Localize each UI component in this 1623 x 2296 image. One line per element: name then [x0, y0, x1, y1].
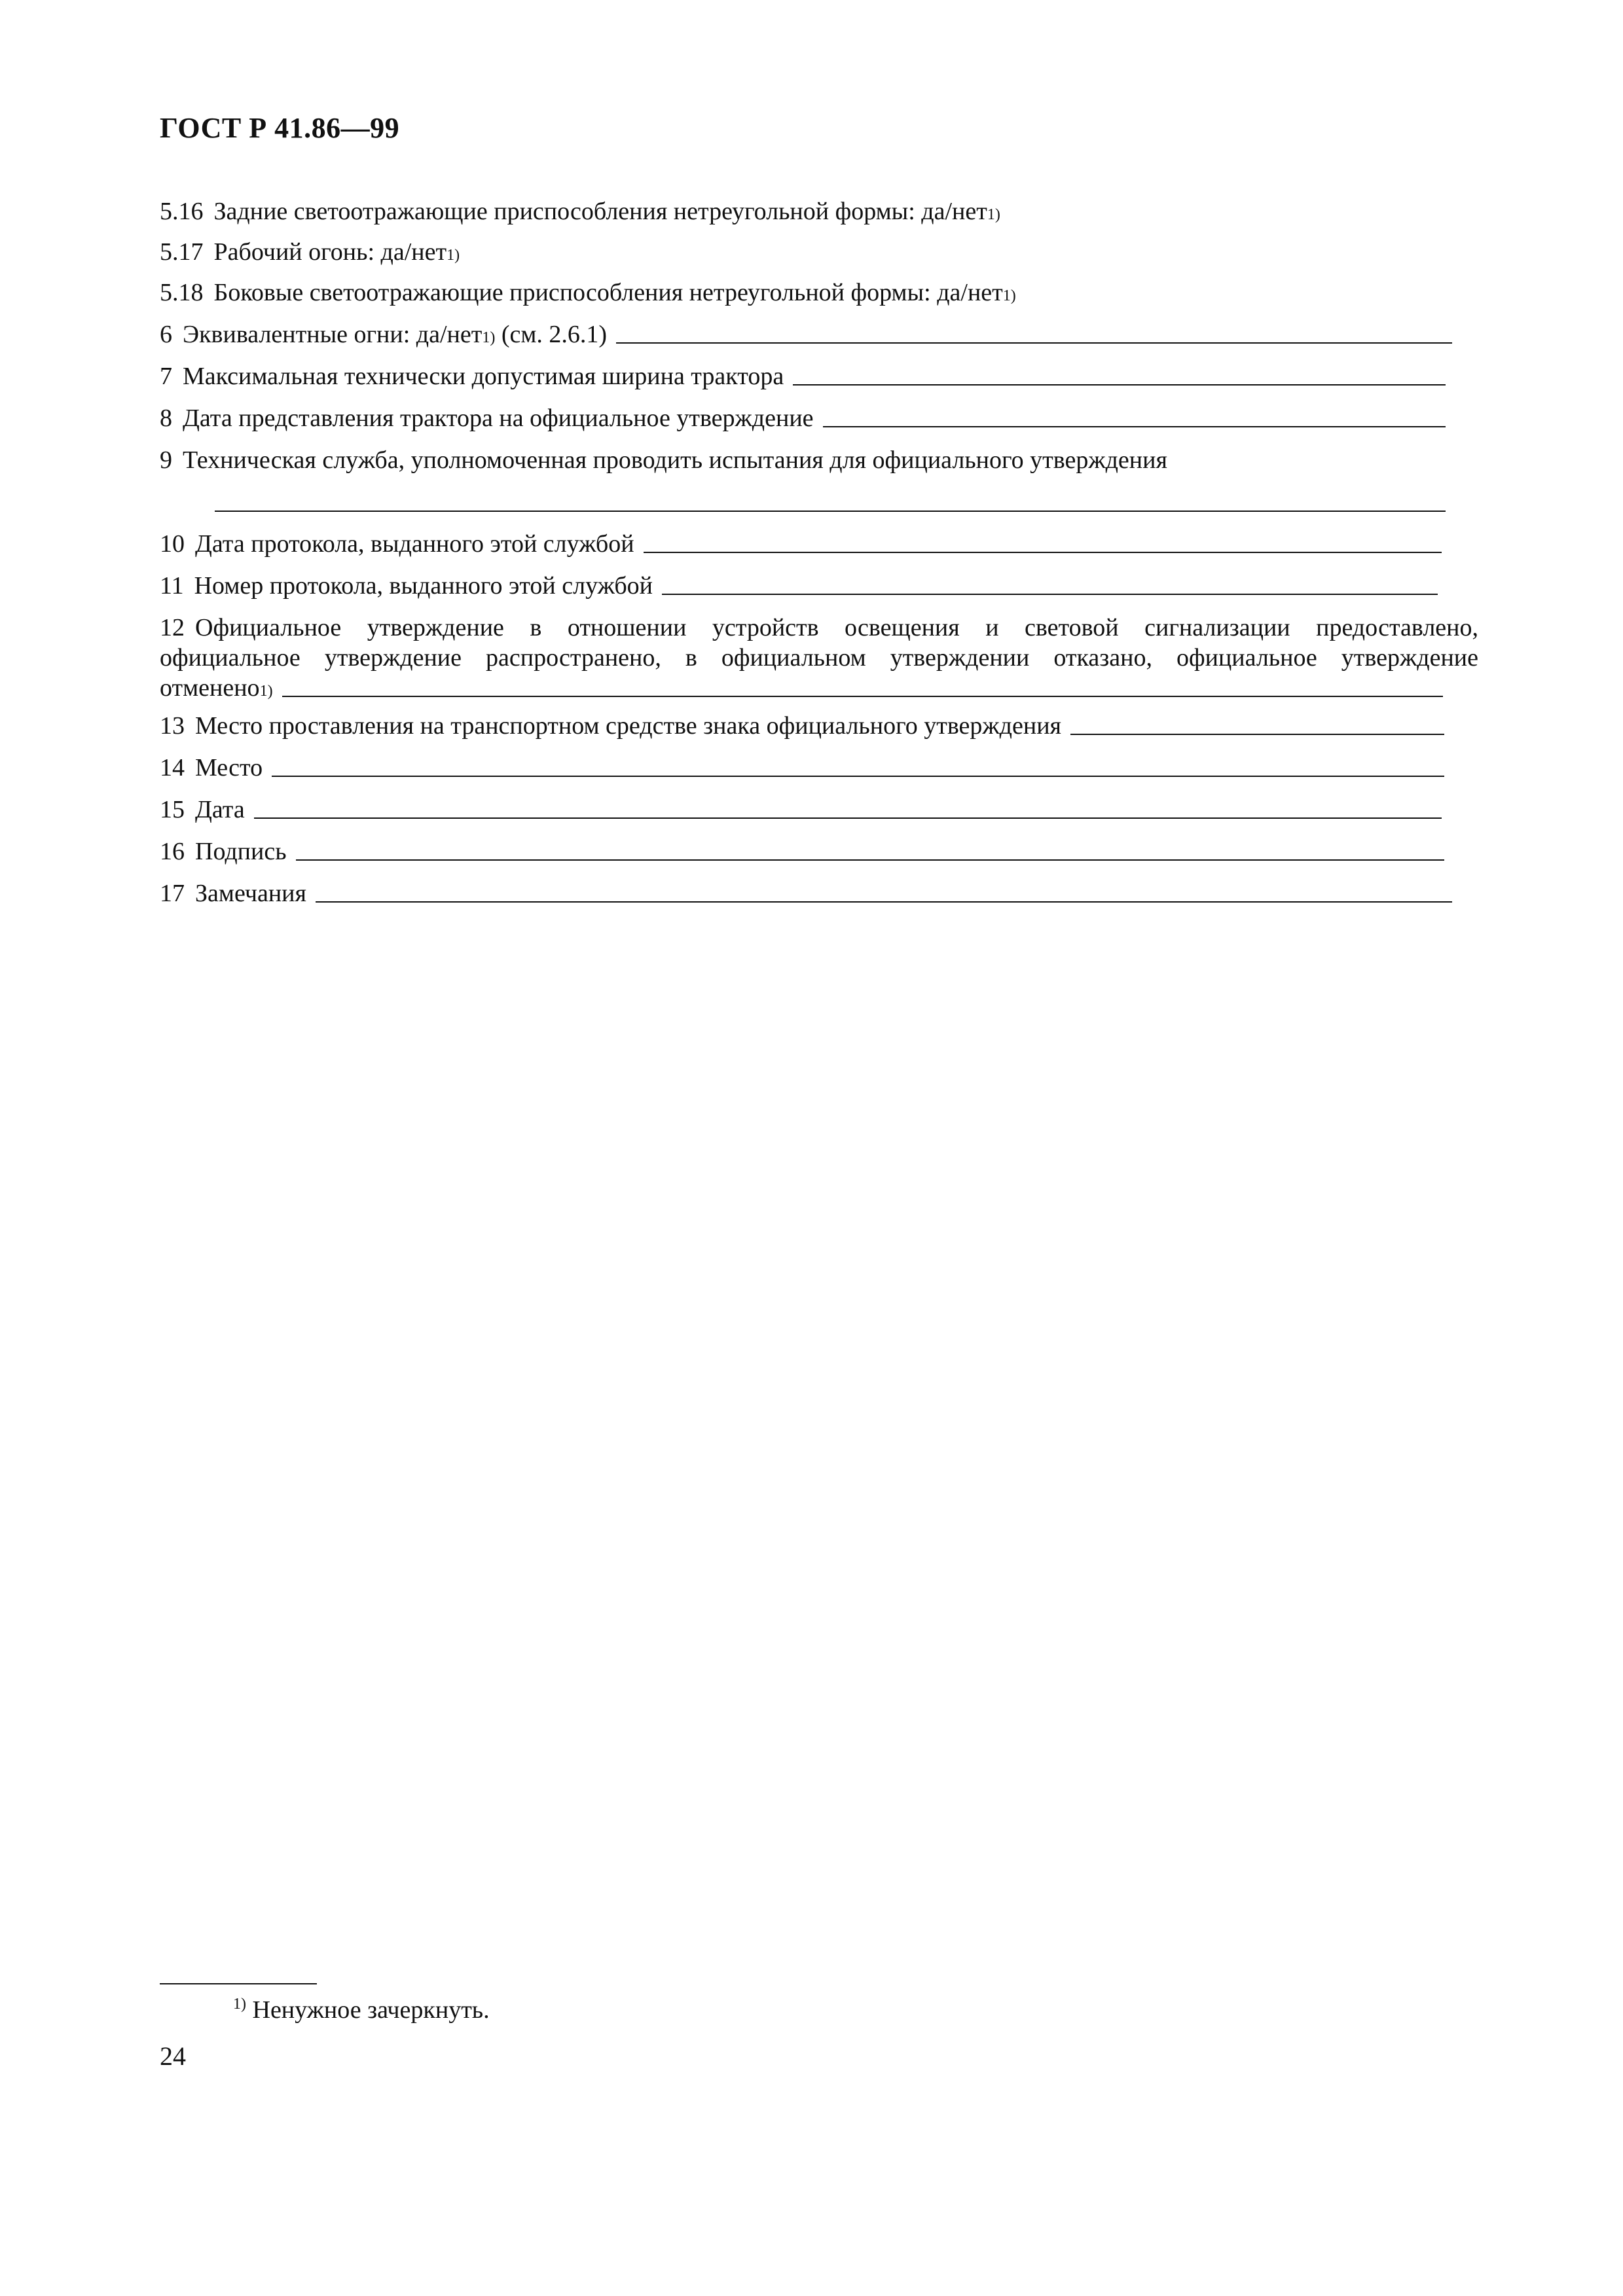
item-label: Дата протокола, выданного этой службой — [195, 530, 634, 558]
item-label: Подпись — [195, 838, 287, 865]
item-number: 13 — [160, 712, 185, 740]
form-item-15 — [160, 795, 1442, 825]
answer-blank-line[interactable] — [282, 696, 1443, 697]
form-item-5-17: 5.17 Рабочий огонь: да/нет 1) — [160, 238, 460, 266]
item-label: Рабочий огонь: да/нет — [213, 238, 447, 266]
form-item-7 — [160, 361, 1446, 391]
answer-blank-line[interactable] — [272, 776, 1444, 777]
item-12-line-2: официальное утверждение распространено, в официальном утверждении отказано, официальное утверждение — [160, 644, 1478, 672]
item-number: 9 — [160, 446, 172, 474]
form-item-8 — [160, 403, 1446, 433]
footnote-text: Ненужное зачеркнуть. — [252, 1996, 490, 2024]
answer-blank-line[interactable] — [254, 817, 1442, 819]
item-number: 14 — [160, 754, 185, 781]
footnote — [233, 1995, 490, 2025]
answer-blank-line[interactable] — [823, 426, 1446, 427]
form-item-14 — [160, 753, 1444, 783]
item-number: 5.17 — [160, 238, 204, 266]
item-number: 7 — [160, 363, 172, 390]
form-item-16 — [160, 836, 1444, 867]
answer-blank-line[interactable] — [215, 511, 1446, 512]
footnote-marker: 1) — [233, 1996, 246, 2013]
document-code-header: ГОСТ Р 41.86—99 — [160, 112, 400, 144]
item-number: 5.16 — [160, 198, 204, 225]
item-number: 10 — [160, 530, 185, 558]
answer-blank-line[interactable] — [793, 384, 1446, 386]
item-label: Место — [195, 754, 263, 781]
item-number: 16 — [160, 838, 185, 865]
form-item-11 — [160, 571, 1438, 601]
answer-blank-line[interactable] — [296, 859, 1444, 861]
item-number: 5.18 — [160, 279, 204, 306]
form-item-6: 6 Эквивалентные огни: да/нет 1) (см. 2.6.1) — [160, 319, 1452, 350]
item-number: 11 — [160, 572, 184, 600]
item-label: Эквивалентные огни: да/нет — [183, 321, 483, 348]
answer-blank-line[interactable] — [316, 901, 1452, 903]
item-number: 8 — [160, 404, 172, 432]
item-label: Дата — [195, 796, 245, 823]
item-label: Техническая служба, уполномоченная проводить испытания для официального утверждения — [183, 446, 1167, 474]
item-label: Официальное утверждение в отношении устройств освещения и световой сигнализации предоставлено, — [195, 614, 1478, 641]
form-item-17 — [160, 878, 1452, 908]
item-label: отменено — [160, 674, 260, 702]
form-item-5-18: 5.18 Боковые светоотражающие приспособления нетреугольной формы: да/нет 1) — [160, 279, 1016, 306]
item-label-reference: (см. 2.6.1) — [501, 321, 608, 348]
answer-blank-line[interactable] — [644, 552, 1442, 553]
item-number: 15 — [160, 796, 185, 823]
form-item-12 — [160, 613, 1478, 703]
item-label: Место проставления на транспортном средстве знака официального утверждения — [195, 712, 1062, 740]
item-number: 12 — [160, 614, 185, 641]
answer-blank-line[interactable] — [662, 594, 1438, 595]
footnote-separator-rule — [160, 1983, 317, 1984]
answer-blank-line[interactable] — [1070, 734, 1444, 735]
form-item-9 — [160, 445, 1478, 475]
answer-blank-line[interactable] — [616, 342, 1452, 344]
item-number: 17 — [160, 880, 185, 907]
item-number: 6 — [160, 321, 172, 348]
page-number: 24 — [160, 2041, 186, 2071]
form-item-10 — [160, 529, 1442, 559]
form-item-13 — [160, 711, 1444, 741]
item-12-line-1 — [160, 613, 1478, 643]
item-label: Дата представления трактора на официальное утверждение — [183, 404, 814, 432]
item-label: Номер протокола, выданного этой службой — [194, 572, 653, 600]
form-item-5-16: 5.16 Задние светоотражающие приспособления нетреугольной формы: да/нет 1) — [160, 198, 1000, 225]
item-label: Задние светоотражающие приспособления нетреугольной формы: да/нет — [213, 198, 987, 225]
item-label: Замечания — [195, 880, 306, 907]
item-12-line-3: отменено 1) — [160, 673, 1443, 703]
item-label: Боковые светоотражающие приспособления нетреугольной формы: да/нет — [213, 279, 1003, 306]
item-label: Максимальная технически допустимая ширина трактора — [183, 363, 784, 390]
